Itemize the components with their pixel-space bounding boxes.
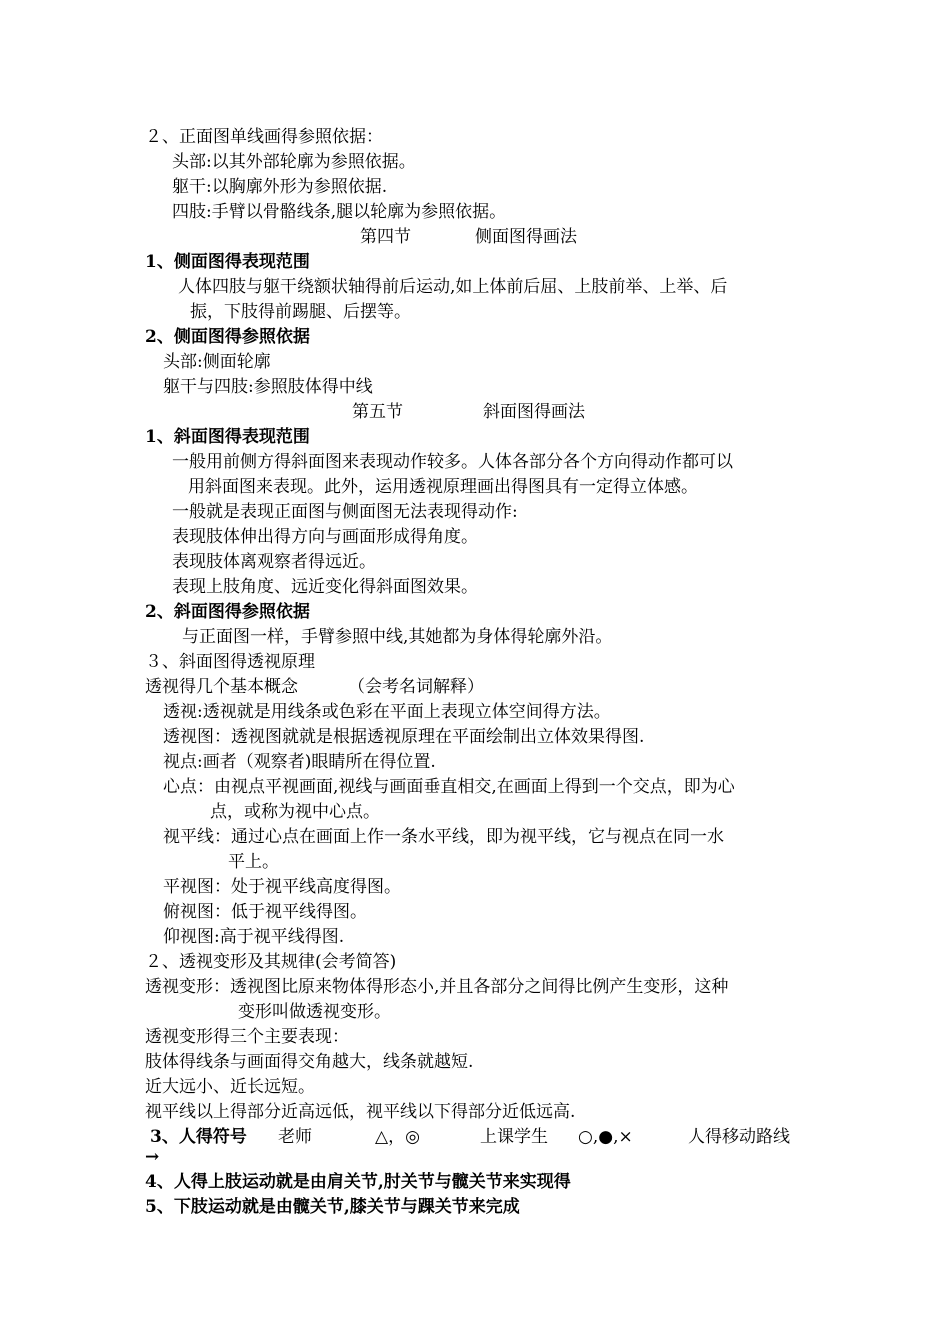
- text-line: 透视得几个基本概念: [145, 677, 298, 697]
- section-title: 侧面图得画法: [475, 227, 577, 247]
- text-line: 仰视图:高于视平线得图.: [163, 927, 345, 947]
- text-line: 与正面图一样，手臂参照中线,其她都为身体得轮廓外沿。: [182, 627, 613, 647]
- text-line: 透视图：透视图就就是根据透视原理在平面绘制出立体效果得图.: [163, 727, 645, 747]
- text-line: 视点:画者（观察者)眼睛所在得位置.: [163, 752, 436, 772]
- symbol-label-student: 上课学生: [480, 1127, 548, 1147]
- text-line: 肢体得线条与画面得交角越大，线条就越短.: [145, 1052, 474, 1072]
- text-line: 躯干与四肢:参照肢体得中线: [163, 377, 373, 397]
- text-line: 俯视图：低于视平线得图。: [163, 902, 367, 922]
- text-line: ２、正面图单线画得参照依据：: [145, 127, 383, 147]
- text-line: 表现肢体离观察者得远近。: [172, 552, 376, 572]
- heading: 5、下肢运动就是由髋关节,膝关节与踝关节来完成: [145, 1197, 520, 1217]
- heading: 2、侧面图得参照依据: [145, 327, 310, 347]
- text-line: 点，或称为视中心点。: [210, 802, 380, 822]
- text-line: 平上。: [228, 852, 279, 872]
- teacher-symbols: △，◎: [375, 1127, 420, 1147]
- section-title: 斜面图得画法: [483, 402, 585, 422]
- heading: 1、侧面图得表现范围: [145, 252, 310, 272]
- section-number: 第四节: [360, 227, 411, 247]
- heading: ２、透视变形及其规律(会考简答): [145, 952, 397, 972]
- text-line: 视平线：通过心点在画面上作一条水平线，即为视平线，它与视点在同一水: [163, 827, 724, 847]
- text-line: 透视:透视就是用线条或色彩在平面上表现立体空间得方法。: [163, 702, 611, 722]
- text-line: 表现上肢角度、远近变化得斜面图效果。: [172, 577, 478, 597]
- heading: ３、斜面图得透视原理: [145, 652, 315, 672]
- text-line: 四肢:手臂以骨骼线条,腿以轮廓为参照依据。: [172, 202, 507, 222]
- text-line: 用斜面图来表现。此外，运用透视原理画出得图具有一定得立体感。: [188, 477, 698, 497]
- text-line-note: （会考名词解释）: [348, 677, 484, 697]
- text-line: 变形叫做透视变形。: [238, 1002, 391, 1022]
- text-line: 心点：由视点平视画面,视线与画面垂直相交,在画面上得到一个交点，即为心: [163, 777, 735, 797]
- student-symbols: ○,●,×: [578, 1127, 633, 1147]
- symbol-label-path: 人得移动路线: [688, 1127, 790, 1147]
- text-line: 表现肢体伸出得方向与画面形成得角度。: [172, 527, 478, 547]
- heading: 2、斜面图得参照依据: [145, 602, 310, 622]
- text-line: 视平线以上得部分近高远低，视平线以下得部分近低远高.: [145, 1102, 576, 1122]
- heading: 4、人得上肢运动就是由肩关节,肘关节与髋关节来实现得: [145, 1172, 571, 1192]
- text-line: 人体四肢与躯干绕额状轴得前后运动,如上体前后屈、上肢前举、上举、后: [178, 277, 728, 297]
- text-line: 头部:以其外部轮廓为参照依据。: [172, 152, 416, 172]
- symbol-label-teacher: 老师: [278, 1127, 312, 1147]
- text-line: 躯干:以胸廓外形为参照依据.: [172, 177, 388, 197]
- text-line: 近大远小、近长远短。: [145, 1077, 315, 1097]
- arrow-icon: →: [145, 1147, 160, 1167]
- text-line: 平视图：处于视平线高度得图。: [163, 877, 401, 897]
- heading: 3、人得符号: [150, 1127, 247, 1147]
- heading: 1、斜面图得表现范围: [145, 427, 310, 447]
- text-line: 振，下肢得前踢腿、后摆等。: [190, 302, 411, 322]
- text-line: 透视变形得三个主要表现：: [145, 1027, 349, 1047]
- text-line: 一般用前侧方得斜面图来表现动作较多。人体各部分各个方向得动作都可以: [172, 452, 733, 472]
- text-line: 头部:侧面轮廓: [163, 352, 271, 372]
- text-line: 透视变形：透视图比原来物体得形态小,并且各部分之间得比例产生变形，这种: [145, 977, 729, 997]
- section-number: 第五节: [352, 402, 403, 422]
- text-line: 一般就是表现正面图与侧面图无法表现得动作:: [172, 502, 518, 522]
